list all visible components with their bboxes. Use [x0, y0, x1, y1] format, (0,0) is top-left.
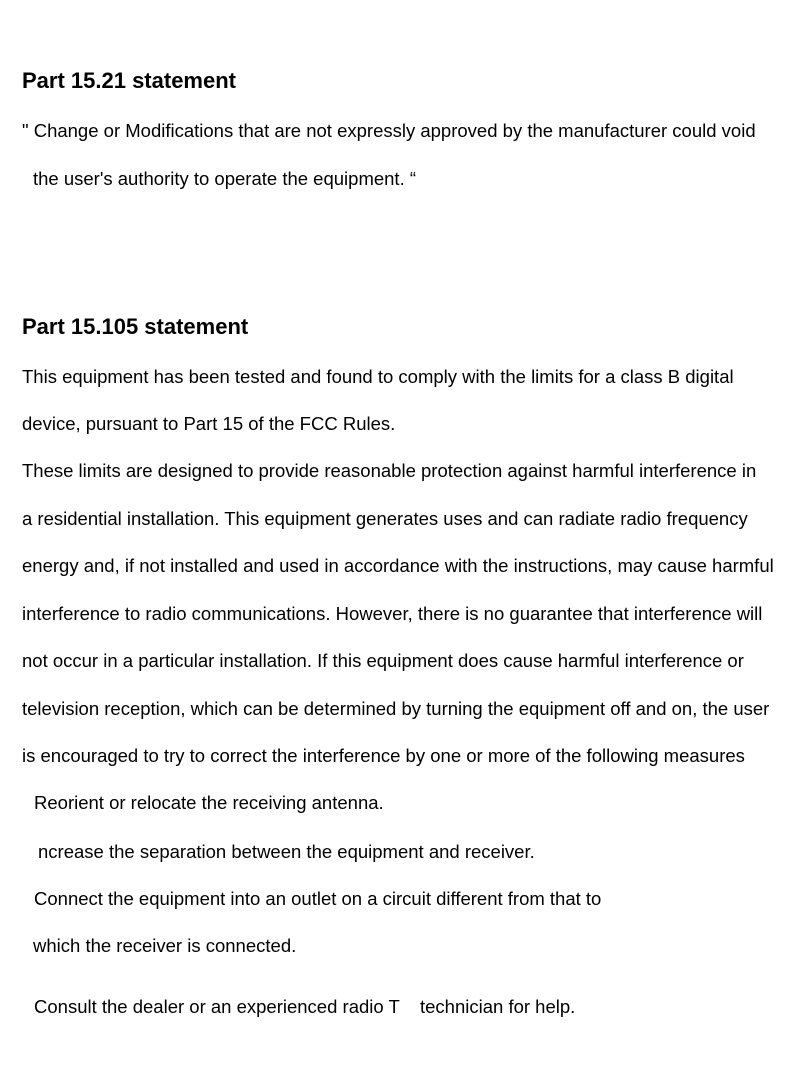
paragraph-line: device, pursuant to Part 15 of the FCC Rules.: [22, 413, 396, 434]
paragraph-line: a residential installation. This equipment generates uses and can radiate radio frequency: [22, 508, 748, 529]
paragraph-line: is encouraged to try to correct the interference by one or more of the following measures: [22, 745, 745, 766]
measure-item: Connect the equipment into an outlet on a circuit different from that to: [34, 888, 602, 909]
paragraph-line: This equipment has been tested and found to comply with the limits for a class B digital: [22, 366, 734, 387]
paragraph-line: television reception, which can be determined by turning the equipment off and on, the user: [22, 698, 770, 719]
paragraph-line: These limits are designed to provide reasonable protection against harmful interference in: [22, 460, 757, 481]
paragraph-line: " Change or Modifications that are not expressly approved by the manufacturer could void: [22, 120, 756, 141]
measure-item: Reorient or relocate the receiving antenna.: [34, 792, 384, 813]
paragraph-line: the user's authority to operate the equipment. “: [33, 168, 417, 189]
measure-item: which the receiver is connected.: [33, 935, 297, 956]
section-heading-15-105: Part 15.105 statement: [22, 314, 249, 339]
paragraph-line: energy and, if not installed and used in accordance with the instructions, may cause harmful: [22, 555, 774, 576]
paragraph-line: interference to radio communications. However, there is no guarantee that interference will: [22, 603, 763, 624]
measure-item: Consult the dealer or an experienced radio T technician for help.: [34, 996, 576, 1017]
paragraph-line: not occur in a particular installation. If this equipment does cause harmful interference or: [22, 650, 744, 671]
section-heading-15-21: Part 15.21 statement: [22, 68, 236, 93]
measure-item: ncrease the separation between the equipment and receiver.: [38, 841, 535, 862]
